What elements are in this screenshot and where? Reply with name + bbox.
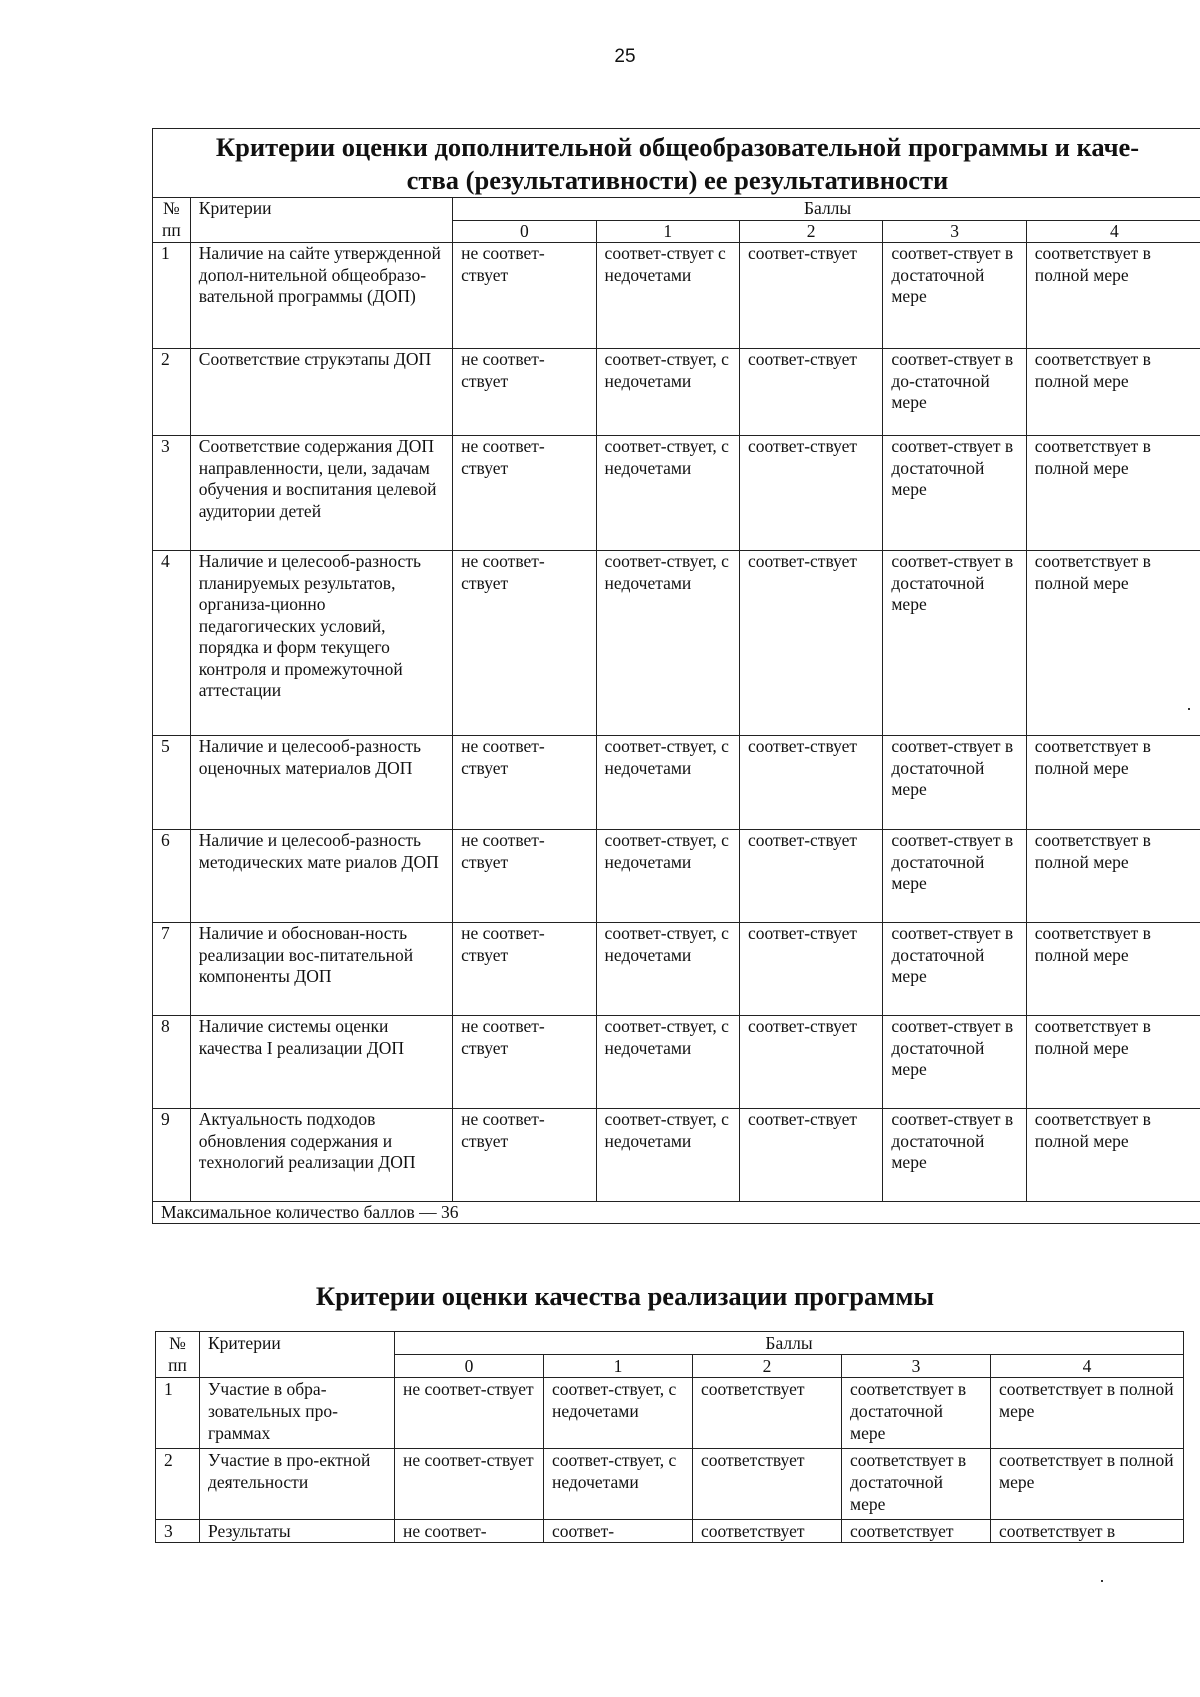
row-score-1: соответ-ствует, с недочетами (596, 551, 739, 736)
table1-score-0: 0 (453, 220, 596, 243)
row-score-1: соответ-ствует, с недочетами (596, 830, 739, 923)
table-row (156, 1520, 1184, 1543)
page-number: 25 (614, 46, 636, 67)
table2-score-4: 4 (991, 1355, 1184, 1378)
table-row (153, 1016, 1200, 1109)
row-score-0: не соответ-ствует (453, 736, 596, 830)
table2-header-points: Баллы (395, 1332, 1184, 1355)
row-score-1: соответ-ствует, с недочетами (596, 1016, 739, 1109)
table-row (156, 1378, 1184, 1449)
row-num: 9 (153, 1109, 191, 1202)
row-score-4: соответствует в полной мере (991, 1378, 1184, 1449)
row-num: 3 (156, 1520, 200, 1543)
row-score-3: соответ-ствует в достаточной мере (883, 736, 1026, 830)
row-num: 4 (153, 551, 191, 736)
row-score-2: соответ-ствует (739, 1109, 882, 1202)
row-criteria: Наличие на сайте утвержденной допол-нительной общеобразо-вательной программы (ДОП) (190, 243, 452, 349)
row-score-3: соответ-ствует в достаточной мере (883, 923, 1026, 1016)
row-score-1: соответ-ствует, с недочетами (596, 923, 739, 1016)
table1-score-3: 3 (883, 220, 1026, 243)
table1-score-2: 2 (739, 220, 882, 243)
table-row (156, 1449, 1184, 1520)
row-score-3: соответ-ствует в достаточной мере (883, 1109, 1026, 1202)
row-criteria: Наличие и целесооб-разность оценочных материалов ДОП (190, 736, 452, 830)
table1-total: Максимальное количество баллов — 36 (153, 1202, 1200, 1224)
row-criteria: Наличие и целесооб-разность методических мате риалов ДОП (190, 830, 452, 923)
table1-header-points: Баллы (453, 198, 1200, 221)
row-score-2: соответ-ствует (739, 736, 882, 830)
scan-speck (1188, 708, 1190, 710)
row-score-1: соответ-ствует, с недочетами (596, 436, 739, 551)
row-criteria: Участие в про-ектной деятельности (200, 1449, 395, 1520)
row-score-2: соответ-ствует (739, 243, 882, 349)
row-score-4: соответствует в полной мере (1026, 736, 1200, 830)
row-score-1: соответ-ствует, с недочетами (596, 1109, 739, 1202)
row-score-0: не соответ-ствует (453, 830, 596, 923)
table1-title-line1: Критерии оценки дополнительной общеобразовательной программы и каче- (215, 132, 1140, 162)
table2-score-1: 1 (544, 1355, 693, 1378)
evaluation-table-program (152, 128, 1200, 1224)
header-num-sub-label: пп (162, 219, 181, 240)
table1-score-4: 4 (1026, 220, 1200, 243)
row-score-3: соответ-ствует в достаточной мере (883, 243, 1026, 349)
row-score-0: не соответ-ствует (453, 1016, 596, 1109)
row-num: 6 (153, 830, 191, 923)
table-row (153, 349, 1200, 436)
table-row (153, 1109, 1200, 1202)
row-score-4: соответствует в полной мере (1026, 1109, 1200, 1202)
table2-score-2: 2 (693, 1355, 842, 1378)
row-score-4: соответствует в полной мере (991, 1449, 1184, 1520)
row-score-0: не соответ-ствует (453, 923, 596, 1016)
row-score-1: соответ-ствует, с недочетами (544, 1449, 693, 1520)
row-score-3: соответ-ствует в достаточной мере (883, 551, 1026, 736)
row-num: 3 (153, 436, 191, 551)
row-criteria: Наличие и целесооб-разность планируемых результатов, организа-ционно педагогических условий, порядка и форм текущего контроля и промежуточной аттестации (190, 551, 452, 736)
header-num-label: № (169, 1333, 186, 1353)
evaluation-table-implementation (155, 1331, 1184, 1543)
row-score-4: соответствует в полной мере (1026, 436, 1200, 551)
row-score-0: не соответ-ствует (395, 1449, 544, 1520)
row-score-4: соответствует в полной мере (1026, 551, 1200, 736)
table2-score-3: 3 (842, 1355, 991, 1378)
row-score-3: соответ-ствует в достаточной мере (883, 830, 1026, 923)
table-row (153, 436, 1200, 551)
row-score-2: соответ-ствует (739, 551, 882, 736)
row-num: 1 (153, 243, 191, 349)
row-score-0: не соответ-ствует (453, 349, 596, 436)
row-criteria: Наличие и обоснован-ность реализации вос-питательной компоненты ДОП (190, 923, 452, 1016)
row-score-2: соответ-ствует (739, 923, 882, 1016)
row-score-2: соответ-ствует (739, 830, 882, 923)
row-score-4: соответствует в (991, 1520, 1184, 1543)
row-score-3: соответствует (842, 1520, 991, 1543)
table2-title: Критерии оценки качества реализации программы (315, 1281, 935, 1311)
row-criteria: Актуальность подходов обновления содержания и технологий реализации ДОП (190, 1109, 452, 1202)
row-criteria: Соответствие содержания ДОП направленности, цели, задачам обучения и воспитания целевой аудитории детей (190, 436, 452, 551)
table-row (153, 243, 1200, 349)
row-score-2: соответ-ствует (739, 436, 882, 551)
table-row (153, 923, 1200, 1016)
row-criteria: Соответствие струкэтапы ДОП (190, 349, 452, 436)
row-score-1: соответ-ствует, с недочетами (544, 1378, 693, 1449)
row-score-3: соответ-ствует в до-статочной мере (883, 349, 1026, 436)
header-num-sub-label: пп (168, 1355, 187, 1375)
scan-speck (1101, 1580, 1103, 1582)
table1-header-num (153, 198, 191, 243)
table2-header-criteria: Критерии (200, 1332, 395, 1378)
row-score-3: соответствует в достаточной мере (842, 1449, 991, 1520)
table1-score-1: 1 (596, 220, 739, 243)
table1-title (153, 129, 1200, 198)
table1-header-criteria: Критерии (190, 198, 452, 243)
row-score-0: не соответ-ствует (453, 243, 596, 349)
row-score-3: соответствует в достаточной мере (842, 1378, 991, 1449)
row-score-0: не соответ- (395, 1520, 544, 1543)
row-score-1: соответ-ствует, с недочетами (596, 349, 739, 436)
table-row (153, 736, 1200, 830)
row-score-4: соответствует в полной мере (1026, 923, 1200, 1016)
row-score-4: соответствует в полной мере (1026, 1016, 1200, 1109)
row-score-4: соответствует в полной мере (1026, 830, 1200, 923)
row-score-3: соответ-ствует в достаточной мере (883, 1016, 1026, 1109)
table2-header-num (156, 1332, 200, 1378)
table-row (153, 830, 1200, 923)
row-score-2: соответствует (693, 1449, 842, 1520)
row-criteria: Результаты (200, 1520, 395, 1543)
row-score-4: соответствует в полной мере (1026, 243, 1200, 349)
row-score-2: соответ-ствует (739, 1016, 882, 1109)
row-num: 8 (153, 1016, 191, 1109)
row-score-2: соответ-ствует (739, 349, 882, 436)
row-score-2: соответствует (693, 1520, 842, 1543)
row-criteria: Наличие системы оценки качества І реализации ДОП (190, 1016, 452, 1109)
row-num: 2 (153, 349, 191, 436)
row-score-1: соответ-ствует с недочетами (596, 243, 739, 349)
row-score-2: соответствует (693, 1378, 842, 1449)
table2-score-0: 0 (395, 1355, 544, 1378)
row-criteria: Участие в обра-зовательных про-граммах (200, 1378, 395, 1449)
row-num: 2 (156, 1449, 200, 1520)
row-score-0: не соответ-ствует (395, 1378, 544, 1449)
row-score-1: соответ- (544, 1520, 693, 1543)
table1-title-line2: ства (результативности) ее результативности (406, 165, 949, 195)
row-num: 1 (156, 1378, 200, 1449)
row-score-4: соответствует в полной мере (1026, 349, 1200, 436)
row-num: 5 (153, 736, 191, 830)
header-num-label: № (163, 198, 180, 218)
row-score-1: соответ-ствует, с недочетами (596, 736, 739, 830)
row-score-0: не соответ-ствует (453, 1109, 596, 1202)
row-score-0: не соответ-ствует (453, 551, 596, 736)
row-score-0: не соответ-ствует (453, 436, 596, 551)
table-row (153, 551, 1200, 736)
row-num: 7 (153, 923, 191, 1016)
row-score-3: соответ-ствует в достаточной мере (883, 436, 1026, 551)
